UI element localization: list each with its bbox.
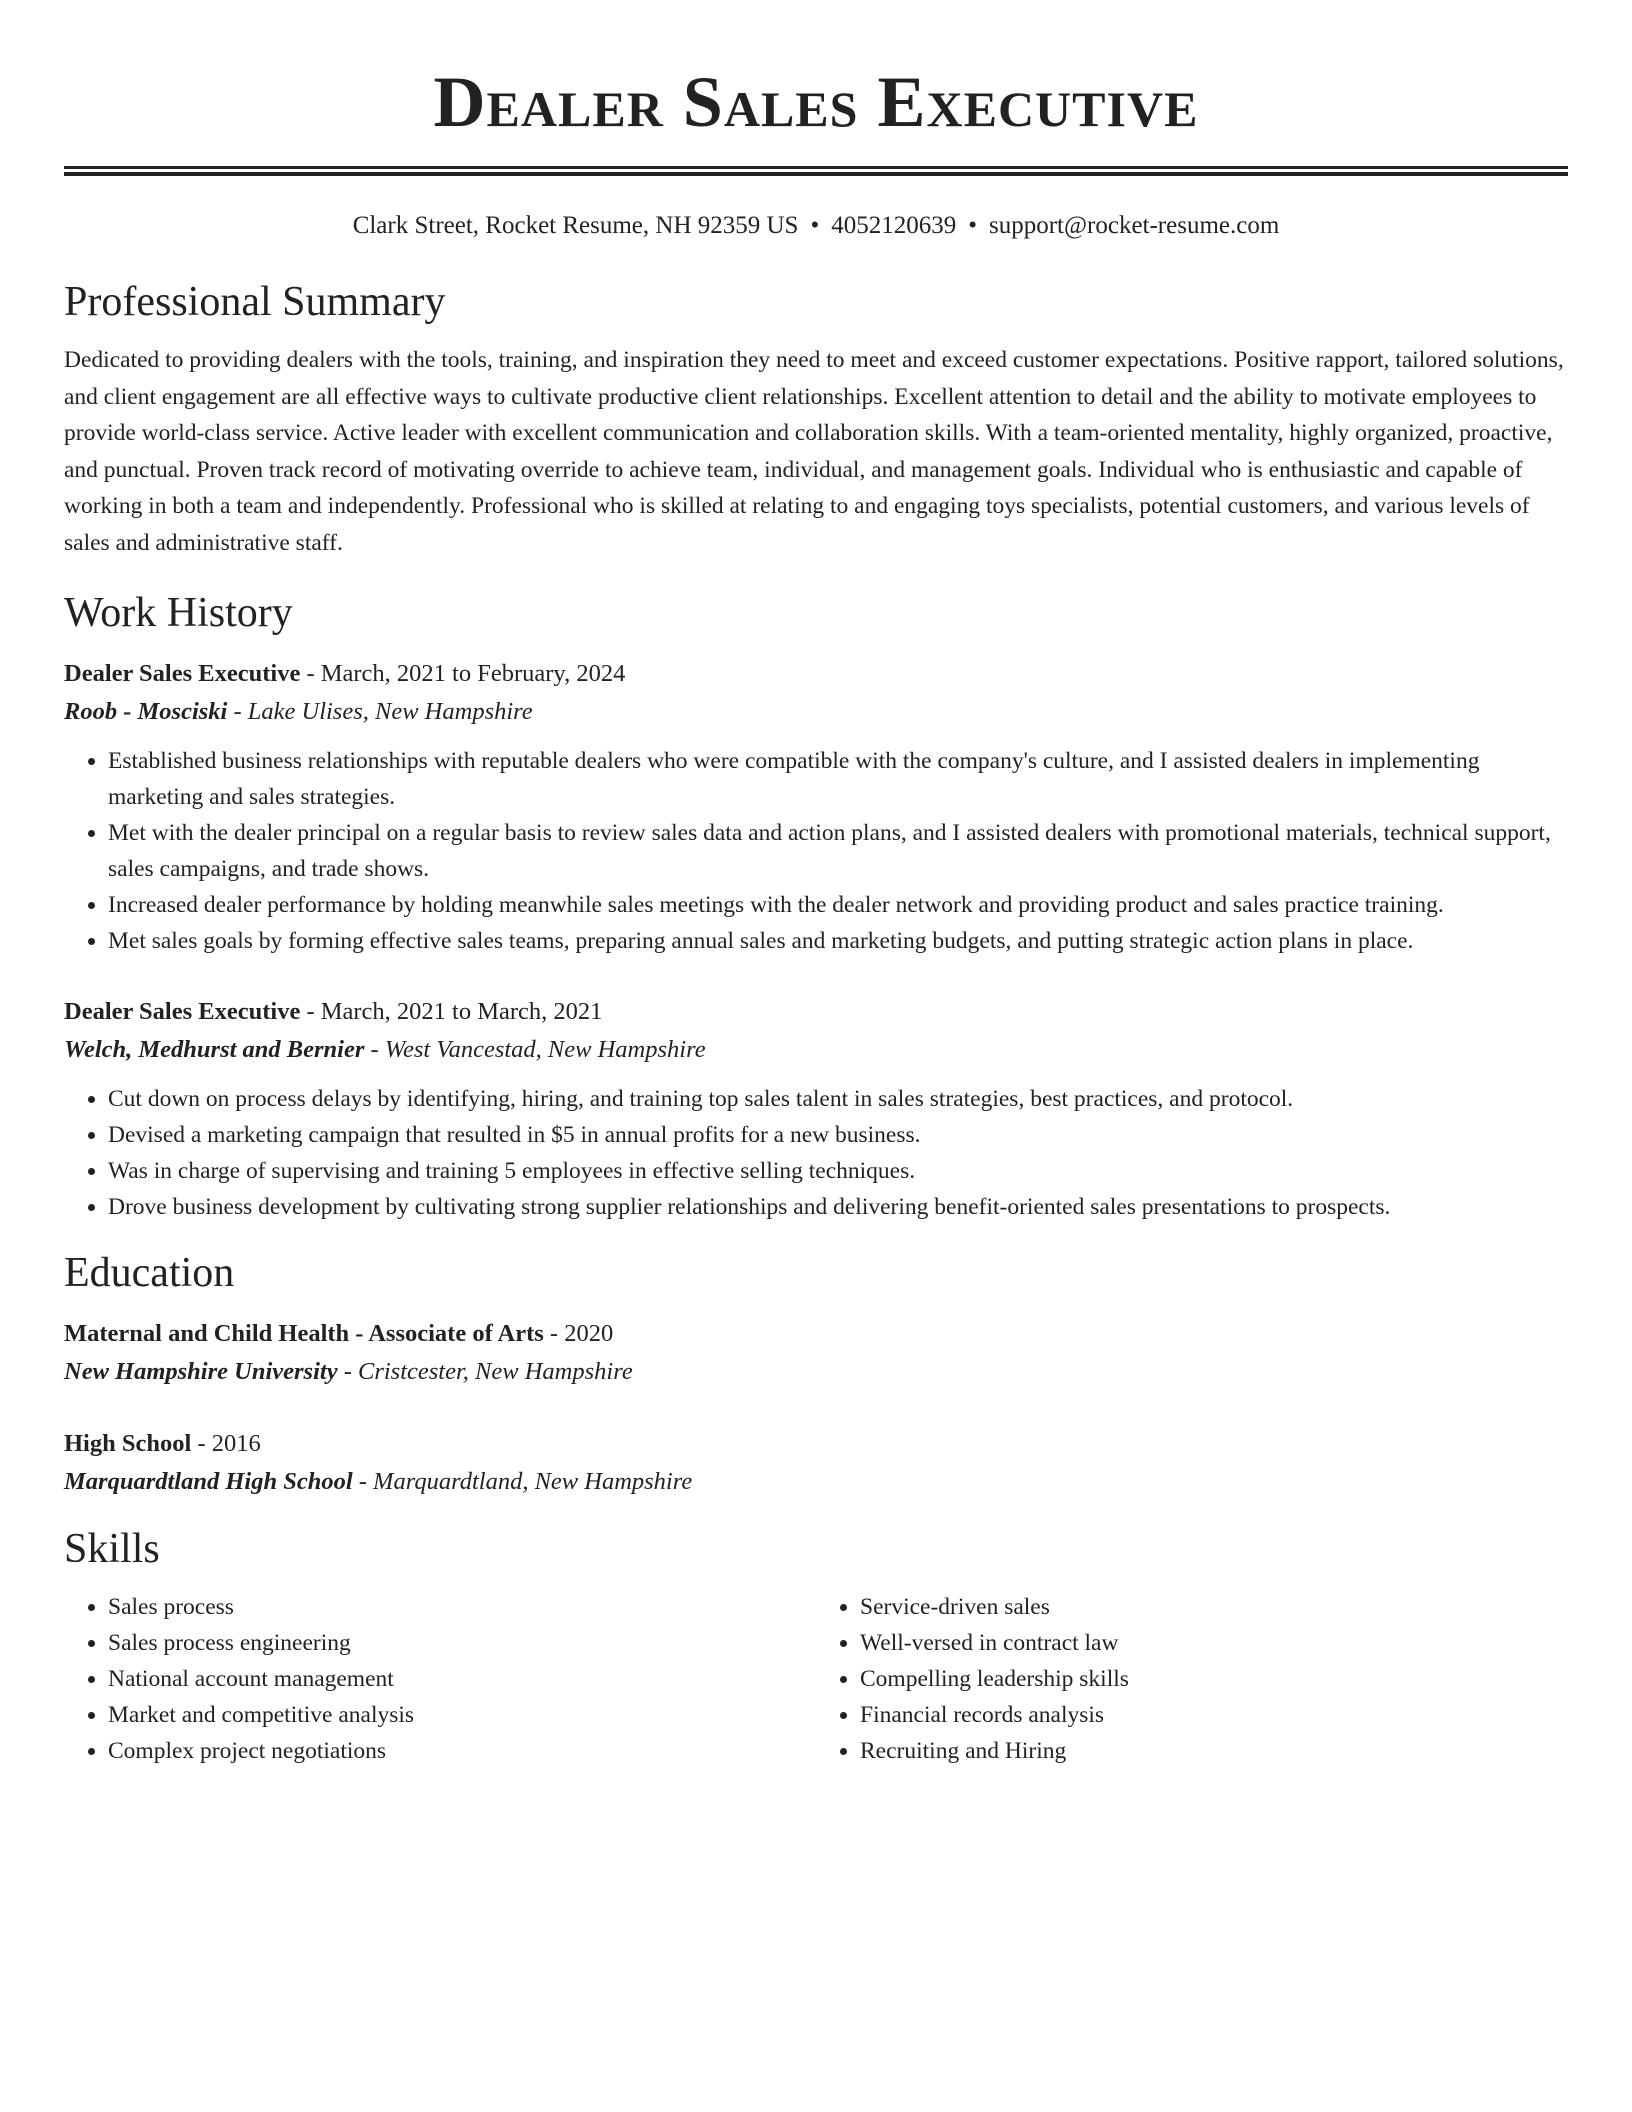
education-degree-line bbox=[64, 1315, 1568, 1353]
education-school: Marquardtland High School bbox=[64, 1468, 353, 1495]
skills-column-right bbox=[816, 1589, 1568, 1769]
skill-item: • Service-driven sales bbox=[860, 1589, 1568, 1625]
job-company-line bbox=[64, 693, 1568, 731]
job-bullets bbox=[64, 743, 1568, 959]
work-history-heading: Work History bbox=[64, 590, 293, 636]
job-dates: - March, 2021 to March, 2021 bbox=[300, 998, 603, 1025]
skill-item: • Complex project negotiations bbox=[108, 1733, 816, 1769]
education-location: - Cristcester, New Hampshire bbox=[337, 1358, 633, 1385]
skills-column-left bbox=[64, 1589, 816, 1769]
job-bullet: • Cut down on process delays by identifying, hiring, and training top sales talent in sales strategies, best practices, and protocol. bbox=[108, 1081, 1568, 1117]
job-bullets bbox=[64, 1081, 1568, 1225]
header-divider bbox=[64, 166, 1568, 176]
skills-grid bbox=[64, 1589, 1568, 1769]
education-school-line bbox=[64, 1353, 1568, 1391]
education-school: New Hampshire University bbox=[64, 1358, 338, 1385]
skill-item: • National account management bbox=[108, 1661, 816, 1697]
job-dates: - March, 2021 to February, 2024 bbox=[300, 660, 626, 687]
job-location: - West Vancestad, New Hampshire bbox=[364, 1036, 706, 1063]
education-degree: High School bbox=[64, 1430, 192, 1457]
skill-item: • Well-versed in contract law bbox=[860, 1625, 1568, 1661]
contact-address: Clark Street, Rocket Resume, NH 92359 US bbox=[352, 212, 799, 239]
job-entry bbox=[64, 993, 1568, 1225]
resume-name-heading: Dealer Sales Executive bbox=[433, 62, 1199, 142]
skill-item: • Sales process engineering bbox=[108, 1625, 816, 1661]
skill-item: • Sales process bbox=[108, 1589, 816, 1625]
contact-phone: 4052120639 bbox=[831, 212, 957, 239]
job-company-line bbox=[64, 1031, 1568, 1069]
job-bullet: • Met with the dealer principal on a regular basis to review sales data and action plans, and I assisted dealers with promotional materials, technical support, sales campaigns, and trade shows. bbox=[108, 815, 1568, 887]
job-bullet: • Devised a marketing campaign that resulted in $5 in annual profits for a new business. bbox=[108, 1117, 1568, 1153]
education-heading: Education bbox=[64, 1250, 235, 1296]
job-role: Dealer Sales Executive bbox=[64, 998, 301, 1025]
education-school-line bbox=[64, 1463, 1568, 1501]
contact-separator: • bbox=[810, 212, 820, 239]
job-company: Welch, Medhurst and Bernier bbox=[64, 1036, 365, 1063]
skill-item: • Financial records analysis bbox=[860, 1697, 1568, 1733]
education-entry bbox=[64, 1315, 1568, 1391]
skill-item: • Compelling leadership skills bbox=[860, 1661, 1568, 1697]
skill-item: • Market and competitive analysis bbox=[108, 1697, 816, 1733]
job-bullet: • Met sales goals by forming effective sales teams, preparing annual sales and marketing budgets, and putting strategic action plans in place. bbox=[108, 923, 1568, 959]
summary-heading: Professional Summary bbox=[64, 279, 446, 325]
job-role: Dealer Sales Executive bbox=[64, 660, 301, 687]
contact-separator: • bbox=[968, 212, 977, 239]
education-year: - 2020 bbox=[543, 1320, 614, 1347]
job-bullet: • Was in charge of supervising and training 5 employees in effective selling techniques. bbox=[108, 1153, 1568, 1189]
job-title-line bbox=[64, 655, 1568, 693]
job-entry bbox=[64, 655, 1568, 959]
job-bullet: • Established business relationships with reputable dealers who were compatible with the company's culture, and I assisted dealers in implementing marketing and sales strategies. bbox=[108, 743, 1568, 815]
education-degree: Maternal and Child Health - Associate of Arts bbox=[64, 1320, 544, 1347]
summary-text: Dedicated to providing dealers with the tools, training, and inspiration they need to meet and exceed customer expectations. Positive rapport, tailored solutions, and client engagement are all effective ways to cultivate productive client relationships. Excellent attention to detail and the ability to motivate employees to provide world-class service. Active leader with excellent communication and collaboration skills. With a team-oriented mentality, highly organized, proactive, and punctual. Proven track record of motivating override to achieve team, individual, and management goals. Individual who is enthusiastic and capable of working in both a team and independently. Professional who is skilled at relating to and engaging toys specialists, potential customers, and various levels of sales and administrative staff. bbox=[64, 347, 1564, 556]
job-company: Roob - Mosciski bbox=[64, 698, 228, 725]
job-bullet: • Increased dealer performance by holding meanwhile sales meetings with the dealer network and providing product and sales practice training. bbox=[108, 887, 1568, 923]
job-location: - Lake Ulises, New Hampshire bbox=[227, 698, 533, 725]
education-location: - Marquardtland, New Hampshire bbox=[352, 1468, 693, 1495]
contact-email: support@rocket-resume.com bbox=[989, 212, 1280, 239]
job-title-line bbox=[64, 993, 1568, 1031]
skills-heading: Skills bbox=[64, 1526, 160, 1572]
education-degree-line bbox=[64, 1425, 1568, 1463]
job-bullet: • Drove business development by cultivating strong supplier relationships and delivering benefit-oriented sales presentations to prospects. bbox=[108, 1189, 1568, 1225]
education-entry bbox=[64, 1425, 1568, 1501]
skill-item: • Recruiting and Hiring bbox=[860, 1733, 1568, 1769]
contact-line bbox=[64, 210, 1568, 242]
education-year: - 2016 bbox=[191, 1430, 261, 1457]
